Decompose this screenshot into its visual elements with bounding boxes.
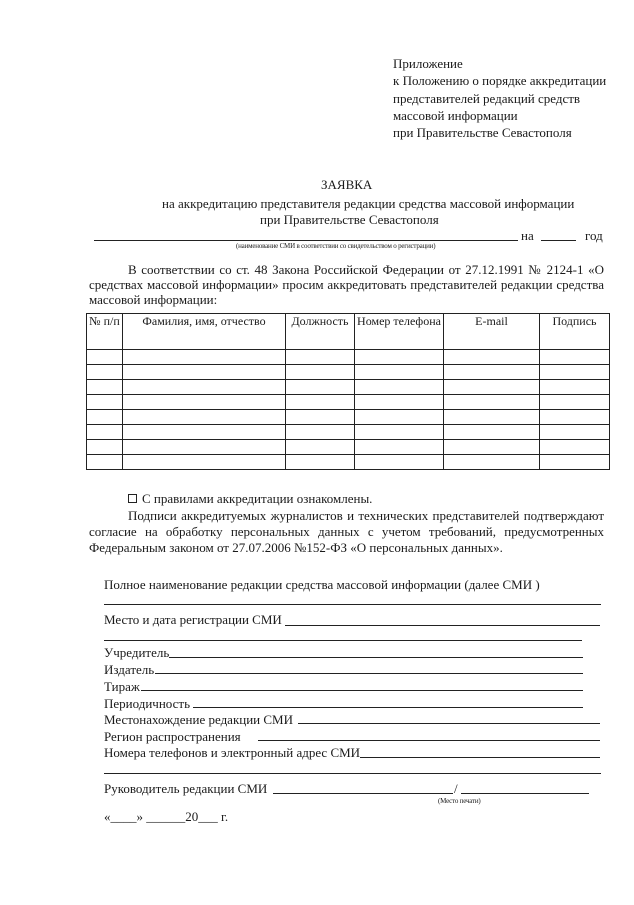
table-cell[interactable] bbox=[540, 425, 610, 440]
table-header-row bbox=[87, 314, 610, 350]
table-row bbox=[87, 365, 610, 380]
god-label: год bbox=[585, 228, 603, 243]
table-cell[interactable] bbox=[355, 455, 444, 470]
table-cell[interactable] bbox=[355, 425, 444, 440]
document-subtitle-1: на аккредитацию представителя редакции средства массовой информации bbox=[162, 196, 575, 211]
phones-label: Номера телефонов и электронный адрес СМИ bbox=[104, 745, 361, 760]
table-cell[interactable] bbox=[444, 380, 540, 395]
head-label: Руководитель редакции СМИ bbox=[104, 781, 268, 796]
table-cell[interactable] bbox=[540, 365, 610, 380]
consent-line-1: Подписи аккредитуемых журналистов и технических представителей подтверждают bbox=[128, 508, 604, 523]
table-cell[interactable] bbox=[444, 350, 540, 365]
column-header-position: Должность bbox=[286, 314, 355, 350]
table-cell[interactable] bbox=[87, 425, 123, 440]
intro-line-3: массовой информации: bbox=[89, 292, 218, 307]
column-header-number: № п/п bbox=[87, 314, 123, 350]
table-cell[interactable] bbox=[444, 440, 540, 455]
phones-extra-line[interactable] bbox=[104, 773, 601, 774]
reg-place-label: Место и дата регистрации СМИ bbox=[104, 612, 282, 627]
table-cell[interactable] bbox=[444, 410, 540, 425]
table-cell[interactable] bbox=[444, 365, 540, 380]
table-cell[interactable] bbox=[355, 350, 444, 365]
column-header-signature: Подпись bbox=[540, 314, 610, 350]
table-cell[interactable] bbox=[123, 380, 286, 395]
table-cell[interactable] bbox=[355, 410, 444, 425]
periodicity-line[interactable] bbox=[193, 707, 583, 708]
table-cell[interactable] bbox=[286, 440, 355, 455]
appendix-line-4: массовой информации bbox=[393, 108, 518, 123]
document-subtitle-2: при Правительстве Севастополя bbox=[260, 212, 439, 227]
publisher-line[interactable] bbox=[155, 673, 583, 674]
table-cell[interactable] bbox=[123, 440, 286, 455]
table-cell[interactable] bbox=[123, 425, 286, 440]
reg-place-extra-line[interactable] bbox=[104, 640, 582, 641]
table-cell[interactable] bbox=[123, 350, 286, 365]
founder-line[interactable] bbox=[169, 657, 583, 658]
rules-checkbox[interactable] bbox=[128, 494, 137, 503]
table-cell[interactable] bbox=[286, 395, 355, 410]
table-cell[interactable] bbox=[87, 440, 123, 455]
table-cell[interactable] bbox=[355, 395, 444, 410]
table-row bbox=[87, 350, 610, 365]
date-line[interactable]: «____» ______20___ г. bbox=[104, 809, 229, 824]
year-line[interactable] bbox=[541, 240, 576, 241]
table-row bbox=[87, 380, 610, 395]
table-cell[interactable] bbox=[286, 455, 355, 470]
table-cell[interactable] bbox=[444, 425, 540, 440]
table-cell[interactable] bbox=[123, 395, 286, 410]
rules-acknowledgement bbox=[128, 491, 372, 507]
table-cell[interactable] bbox=[286, 380, 355, 395]
table-cell[interactable] bbox=[540, 410, 610, 425]
na-label: на bbox=[521, 228, 534, 243]
table-cell[interactable] bbox=[355, 380, 444, 395]
intro-line-2: средствах массовой информации» просим аккредитовать представителей редакции средства bbox=[89, 277, 604, 292]
table-cell[interactable] bbox=[540, 440, 610, 455]
table-cell[interactable] bbox=[286, 350, 355, 365]
table-cell[interactable] bbox=[87, 410, 123, 425]
slash-separator: / bbox=[454, 781, 458, 796]
consent-line-3: Федеральным законом от 27.07.2006 №152-ФЗ «О персональных данных». bbox=[89, 540, 503, 555]
full-name-label: Полное наименование редакции средства массовой информации (далее СМИ ) bbox=[104, 577, 540, 592]
smi-name-caption: (наименование СМИ в соответствии со свидетельством о регистрации) bbox=[236, 242, 436, 250]
consent-line-2: согласие на обработку персональных данных с учетом требований, предусмотренных bbox=[89, 524, 604, 539]
table-cell[interactable] bbox=[444, 395, 540, 410]
table-cell[interactable] bbox=[540, 395, 610, 410]
table-cell[interactable] bbox=[123, 410, 286, 425]
table-cell[interactable] bbox=[540, 380, 610, 395]
full-name-line[interactable] bbox=[104, 604, 601, 605]
location-line[interactable] bbox=[298, 723, 600, 724]
appendix-line-2: к Положению о порядке аккредитации bbox=[393, 73, 607, 88]
smi-name-line[interactable] bbox=[94, 240, 518, 241]
head-name-line[interactable] bbox=[273, 793, 453, 794]
table-cell[interactable] bbox=[87, 350, 123, 365]
column-header-fullname: Фамилия, имя, отчество bbox=[123, 314, 286, 350]
table-cell[interactable] bbox=[87, 380, 123, 395]
table-row bbox=[87, 395, 610, 410]
table-cell[interactable] bbox=[123, 365, 286, 380]
table-row bbox=[87, 440, 610, 455]
table-row bbox=[87, 425, 610, 440]
table-cell[interactable] bbox=[444, 455, 540, 470]
circulation-line[interactable] bbox=[141, 690, 583, 691]
table-cell[interactable] bbox=[87, 455, 123, 470]
table-cell[interactable] bbox=[540, 350, 610, 365]
stamp-caption: (Место печати) bbox=[438, 797, 481, 805]
reg-place-line[interactable] bbox=[285, 625, 600, 626]
column-header-phone: Номер телефона bbox=[355, 314, 444, 350]
region-line[interactable] bbox=[258, 740, 600, 741]
table-cell[interactable] bbox=[87, 365, 123, 380]
column-header-email: E-mail bbox=[444, 314, 540, 350]
table-row bbox=[87, 455, 610, 470]
table-cell[interactable] bbox=[355, 365, 444, 380]
table-cell[interactable] bbox=[286, 365, 355, 380]
publisher-label: Издатель bbox=[104, 662, 155, 677]
phones-line[interactable] bbox=[360, 757, 600, 758]
rules-checkbox-label: С правилами аккредитации ознакомлены. bbox=[142, 491, 373, 506]
table-cell[interactable] bbox=[286, 425, 355, 440]
table-cell[interactable] bbox=[87, 395, 123, 410]
table-cell[interactable] bbox=[286, 410, 355, 425]
head-signature-line[interactable] bbox=[461, 793, 589, 794]
periodicity-label: Периодичность bbox=[104, 696, 191, 711]
table-row bbox=[87, 410, 610, 425]
location-label: Местонахождение редакции СМИ bbox=[104, 712, 294, 727]
document-title: ЗАЯВКА bbox=[321, 177, 373, 192]
region-label: Регион распространения bbox=[104, 729, 241, 744]
table-cell[interactable] bbox=[123, 455, 286, 470]
appendix-line-5: при Правительстве Севастополя bbox=[393, 125, 572, 140]
appendix-line-3: представителей редакций средств bbox=[393, 91, 581, 106]
representatives-table bbox=[86, 313, 610, 470]
founder-label: Учредитель bbox=[104, 645, 170, 660]
intro-line-1: В соответствии со ст. 48 Закона Российской Федерации от 27.12.1991 № 2124-1 «О bbox=[128, 262, 604, 277]
table-cell[interactable] bbox=[355, 440, 444, 455]
appendix-line-1: Приложение bbox=[393, 56, 463, 71]
table-cell[interactable] bbox=[540, 455, 610, 470]
circulation-label: Тираж bbox=[104, 679, 140, 694]
